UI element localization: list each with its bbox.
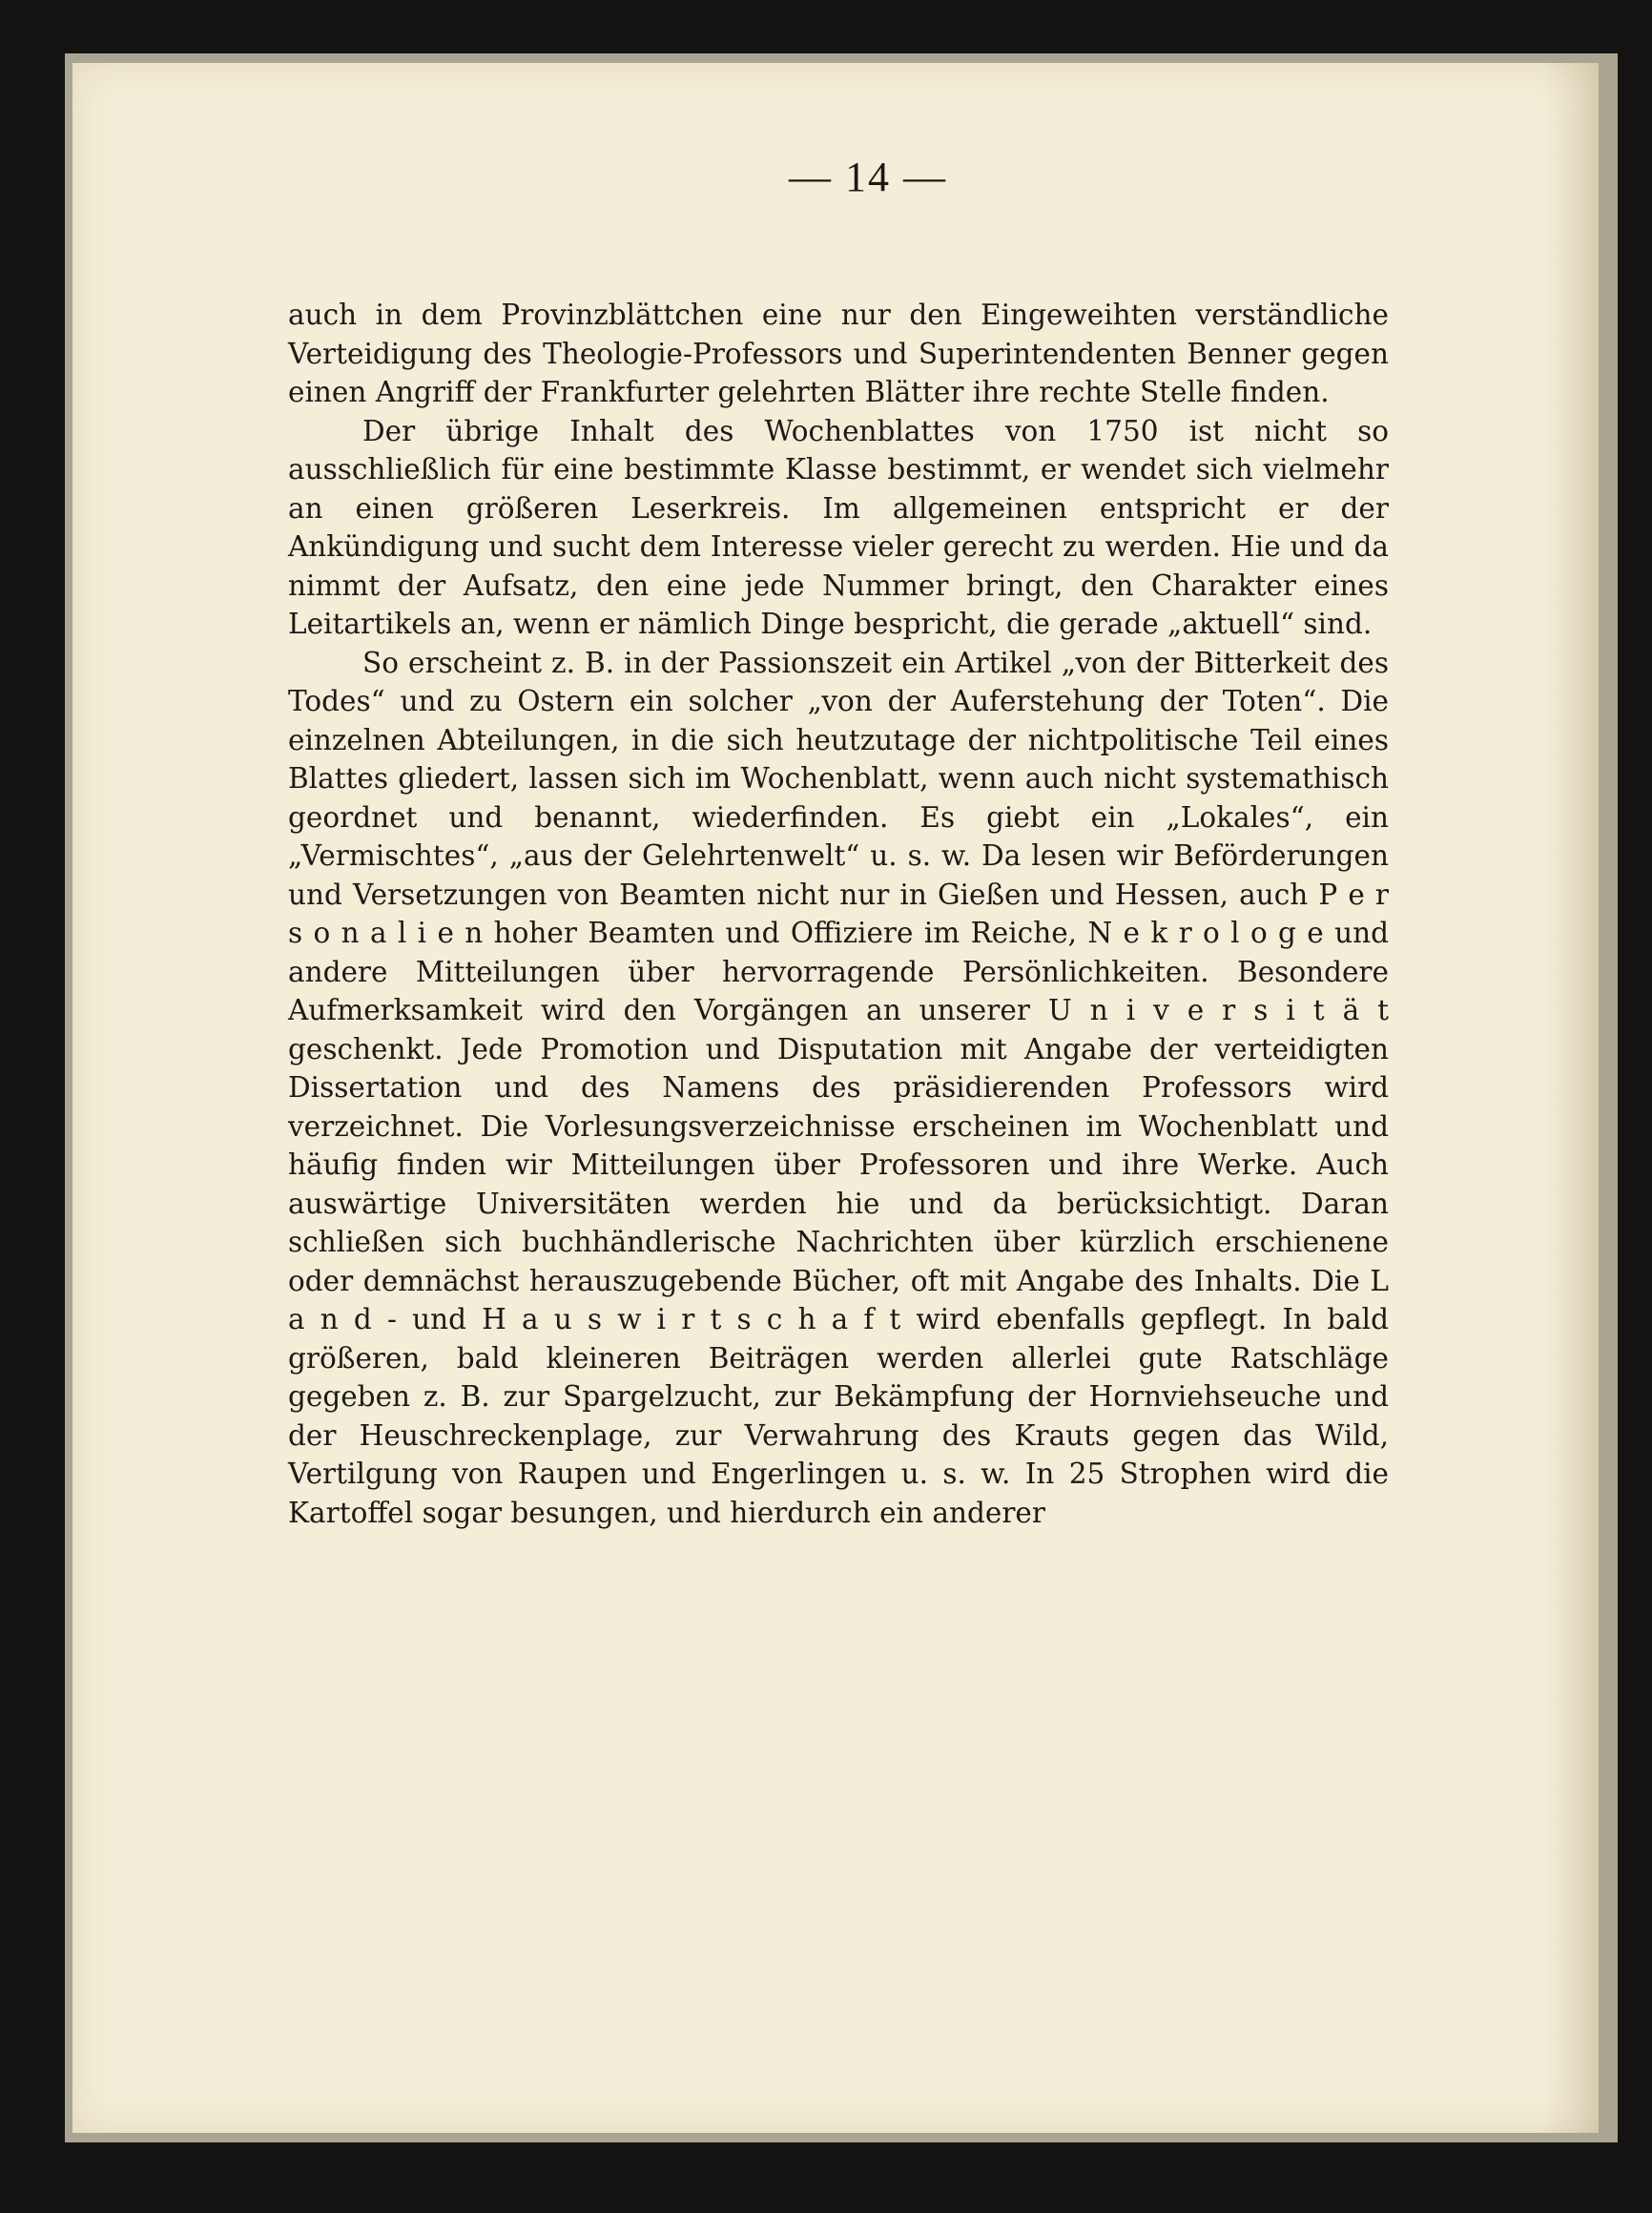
paragraph-2: Der übrige Inhalt des Wochenblattes von 1750 ist nicht so ausschließlich für eine bestimmte Klasse bestimmt, er wendet sich vielmehr an einen größeren Leserkreis. Im allgemeinen entspricht er der Ankündigung und sucht dem Interesse vieler gerecht zu werden. Hie und da nimmt der Aufsatz, den eine jede Nummer bringt, den Charakter eines Leitartikels an, wenn er nämlich Dinge bespricht, die gerade „aktuell“ sind. xyxy=(288,414,1389,640)
body-text xyxy=(288,296,1389,1532)
paragraph-1: auch in dem Provinzblättchen eine nur den Eingeweihten verständliche Verteidigung des Theologie-Professors und Superintendenten Benner gegen einen Angriff der Frankfurter gelehrten Blätter ihre rechte Stelle finden. xyxy=(288,299,1389,408)
fold-shadow xyxy=(1541,63,1599,2133)
paragraph-3: So erscheint z. B. in der Passionszeit ein Artikel „von der Bitterkeit des Todes“ und zu Ostern ein solcher „von der Auferstehung der Toten“. Die einzelnen Abteilungen, in die sich heutzutage der nichtpolitische Teil eines Blattes gliedert, lassen sich im Wochenblatt, wenn auch nicht systemathisch geordnet und benannt, wiederfinden. Es giebt ein „Lokales“, ein „Vermischtes“, „aus der Gelehrtenwelt“ u. s. w. Da lesen wir Beförderungen und Versetzungen von Beamten nicht nur in Gießen und Hessen, auch P e r s o n a l i e n hoher Beamten und Offiziere im Reiche, N e k r o l o g e und andere Mitteilungen über hervorragende Persönlichkeiten. Besondere Aufmerksamkeit wird den Vorgängen an unserer U n i v e r s i t ä t geschenkt. Jede Promotion und Disputation mit Angabe der verteidigten Dissertation und des Namens des präsidierenden Professors wird verzeichnet. Die Vorlesungsverzeichnisse erscheinen im Wochenblatt und häufig finden wir Mitteilungen über Professoren und ihre Werke. Auch auswärtige Universitäten werden hie und da berücksichtigt. Daran schließen sich buchhändlerische Nachrichten über kürzlich erschienene oder demnächst herauszugebende Bücher, oft mit Angabe des Inhalts. Die L a n d - und H a u s w i r t s c h a f t wird ebenfalls gepflegt. In bald größeren, bald kleineren Beiträgen werden allerlei gute Ratschläge gegeben z. B. zur Spargelzucht, zur Bekämpfung der Hornviehseuche und der Heuschreckenplage, zur Verwahrung des Krauts gegen das Wild, Vertilgung von Raupen und Engerlingen u. s. w. In 25 Strophen wird die Kartoffel sogar besungen, und hierdurch ein anderer xyxy=(288,646,1389,1529)
page-number: — 14 — xyxy=(789,154,947,200)
